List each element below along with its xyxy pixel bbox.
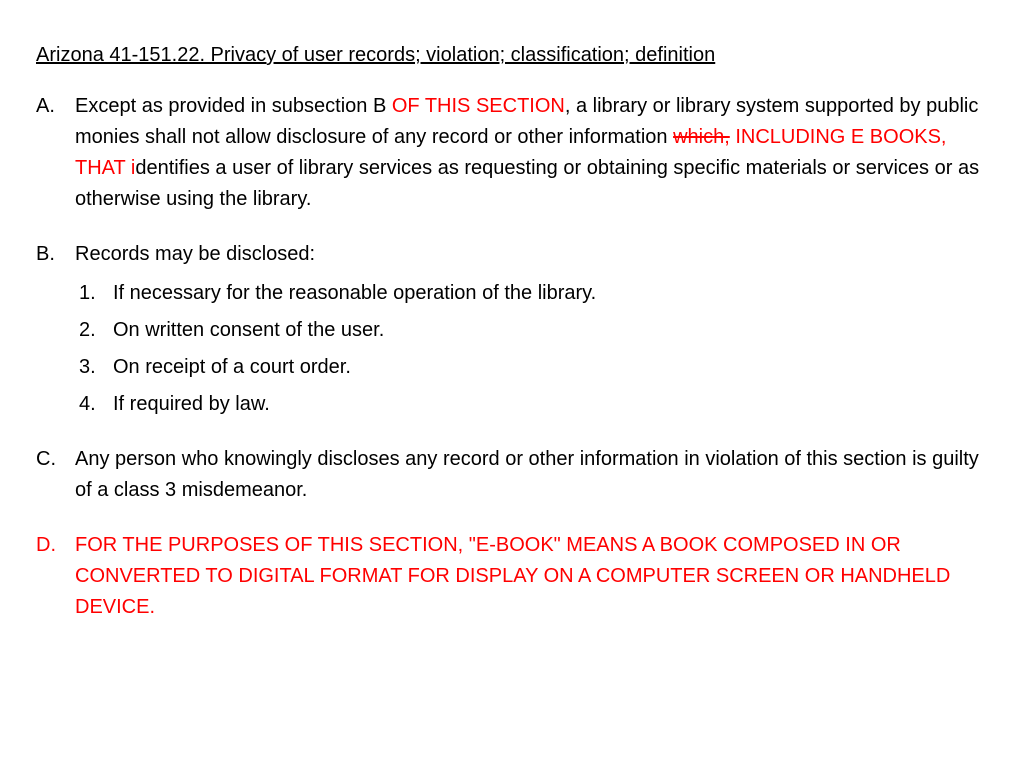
section-b bbox=[36, 239, 988, 420]
section-a-struck-word: which, bbox=[673, 126, 730, 148]
section-c-text: Any person who knowingly discloses any record or other information in violation of this section is guilty of a class 3 misdemeanor. bbox=[75, 448, 979, 501]
section-b-lead: Records may be disclosed: bbox=[75, 243, 316, 265]
disclosure-list bbox=[75, 278, 988, 420]
list-item-text: On receipt of a court order. bbox=[113, 356, 351, 378]
section-a-insert-1: OF THIS SECTION bbox=[391, 95, 565, 117]
list-item bbox=[79, 352, 988, 383]
section-a-text-2: , a library or library system supported by public monies shall not allow disclosure of any record or other information bbox=[75, 95, 979, 148]
section-c-marker: C. bbox=[36, 448, 56, 470]
section-c bbox=[36, 444, 988, 506]
section-b-marker: B. bbox=[36, 243, 55, 265]
list-item bbox=[79, 389, 988, 420]
section-a bbox=[36, 91, 988, 215]
list-item-text: On written consent of the user. bbox=[113, 319, 385, 341]
section-d-marker: D. bbox=[36, 534, 56, 556]
list-item bbox=[79, 278, 988, 309]
list-item bbox=[79, 315, 988, 346]
section-a-marker: A. bbox=[36, 95, 55, 117]
list-item-text: If required by law. bbox=[113, 393, 270, 415]
section-a-insert-2: INCLUDING E BOOKS, THAT i bbox=[75, 126, 947, 179]
list-item-number: 3. bbox=[79, 356, 96, 378]
list-item-number: 1. bbox=[79, 282, 96, 304]
list-item-text: If necessary for the reasonable operation of the library. bbox=[113, 282, 597, 304]
section-a-text-3: dentifies a user of library services as requesting or obtaining specific materials or services or as otherwise using the library. bbox=[75, 157, 980, 210]
section-a-text-1: Except as provided in subsection B bbox=[75, 95, 392, 117]
section-d bbox=[36, 530, 988, 623]
statute-title: Arizona 41-151.22. Privacy of user records; violation; classification; definition bbox=[36, 44, 716, 66]
section-d-text: FOR THE PURPOSES OF THIS SECTION, "E-BOOK" MEANS A BOOK COMPOSED IN OR CONVERTED TO DIGITAL FORMAT FOR DISPLAY ON A COMPUTER SCREEN OR HANDHELD DEVICE. bbox=[75, 534, 951, 618]
list-item-number: 4. bbox=[79, 393, 96, 415]
list-item-number: 2. bbox=[79, 319, 96, 341]
